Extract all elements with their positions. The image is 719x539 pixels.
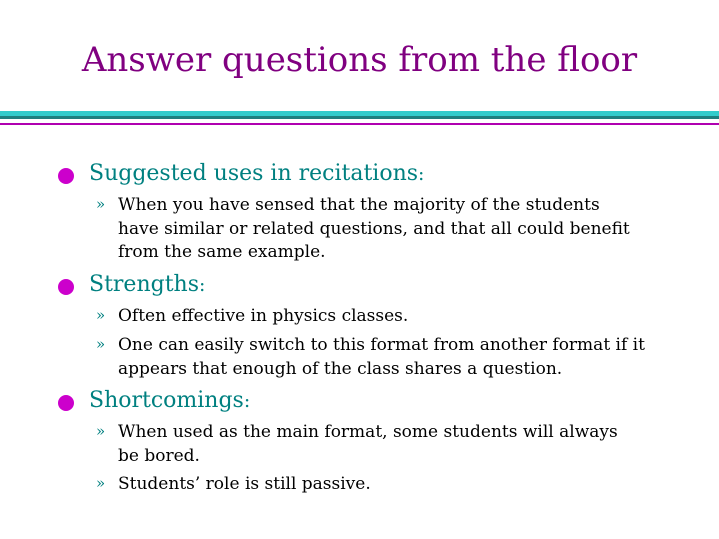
section-heading [89,388,250,413]
list-item-line: be bored. [118,445,200,466]
section-heading-colon: : [243,390,251,412]
list-item-text [118,421,678,468]
list-item-line: from the same example. [118,242,326,262]
section-heading [89,272,205,297]
list-item-line: One can easily switch to this format from another format if it [118,335,645,355]
list-item-text [118,334,678,381]
bullet-dot-icon [58,395,74,411]
title-rule-bottom [0,123,719,125]
sub-bullet-icon: » [96,306,106,324]
title-rule-middle [0,116,719,119]
sub-bullet-icon: » [96,422,106,440]
list-item-line: When you have sensed that the majority of the students [118,195,600,215]
section-heading [89,161,424,186]
bullet-dot-icon [58,279,74,295]
list-item-line: Students’ role is still passive. [118,474,371,494]
list-item-line: When used as the main format, some students will always [118,422,618,442]
list-item-text [118,305,678,329]
section-heading-text: Strengths [89,272,199,297]
sub-bullet-icon: » [96,474,106,492]
sub-bullet-icon: » [96,195,106,213]
section-heading-colon: : [199,274,206,296]
section-heading-text: Suggested uses in recitations [89,161,419,186]
list-item-line: have similar or related questions, and that all could benefit [118,218,630,239]
slide-title: Answer questions from the floor [81,40,638,80]
bullet-dot-icon [58,168,74,184]
list-item-text [118,473,678,497]
list-item-line: Often effective in physics classes. [118,306,409,326]
list-item-text [118,194,678,265]
sub-bullet-icon: » [96,335,106,353]
section-heading-text: Shortcomings [89,388,244,413]
list-item-line: appears that enough of the class shares a question. [118,358,563,379]
section-heading-colon: : [418,163,425,185]
